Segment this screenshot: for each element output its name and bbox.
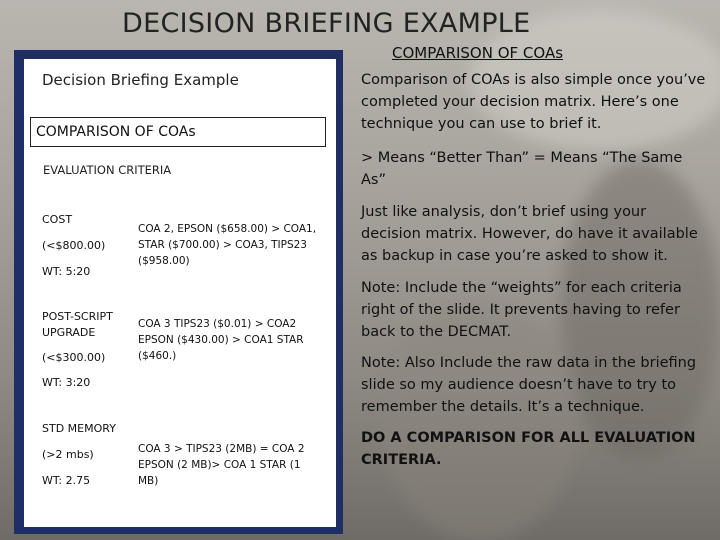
criterion-name: COST <box>42 213 73 226</box>
criterion-weight: WT: 2.75 <box>42 474 91 487</box>
criterion-weight: WT: 5:20 <box>42 265 91 278</box>
notes-paragraph: Just like analysis, don’t brief using your decision matrix. However, do have it available as backup in case you’re asked to show it. <box>361 204 698 264</box>
notes-paragraph: > Means “Better Than” = Means “The Same As” <box>361 150 683 188</box>
criterion-name: STD MEMORY <box>42 422 116 435</box>
criterion-comparison: COA 3 TIPS23 ($0.01) > COA2 EPSON ($430.00) > COA1 STAR ($460.) <box>138 318 304 362</box>
notes-callout: DO A COMPARISON FOR ALL EVALUATION CRITERIA. <box>361 430 696 468</box>
slide-title: Decision Briefing Example <box>42 71 239 89</box>
notes-paragraph: Note: Also Include the raw data in the briefing slide so my audience doesn’t have to try to remember the details. It’s a technique. <box>361 355 697 415</box>
page-title: DECISION BRIEFING EXAMPLE <box>122 8 531 39</box>
criterion-threshold: (<$300.00) <box>42 351 106 364</box>
criteria-heading: EVALUATION CRITERIA <box>43 163 172 177</box>
criterion-threshold: (<$800.00) <box>42 239 106 252</box>
criterion-comparison: COA 3 > TIPS23 (2MB) = COA 2 EPSON (2 MB)> COA 1 STAR (1 MB) <box>138 443 305 487</box>
slide-subtitle: COMPARISON OF COAs <box>30 117 326 147</box>
notes-paragraph: Note: Include the “weights” for each criteria right of the slide. It prevents having to refer back to the DECMAT. <box>361 280 682 340</box>
criterion-weight: WT: 3:20 <box>42 376 91 389</box>
criterion-name: POST-SCRIPT UPGRADE <box>42 310 113 339</box>
criterion-comparison: COA 2, EPSON ($658.00) > COA1, STAR ($700.00) > COA3, TIPS23 ($958.00) <box>138 223 317 267</box>
criterion-threshold: (>2 mbs) <box>42 448 94 461</box>
notes-paragraph: Comparison of COAs is also simple once you’ve completed your decision matrix. Here’s one technique you can use to brief it. <box>361 72 706 132</box>
notes-heading: COMPARISON OF COAs <box>392 44 564 62</box>
